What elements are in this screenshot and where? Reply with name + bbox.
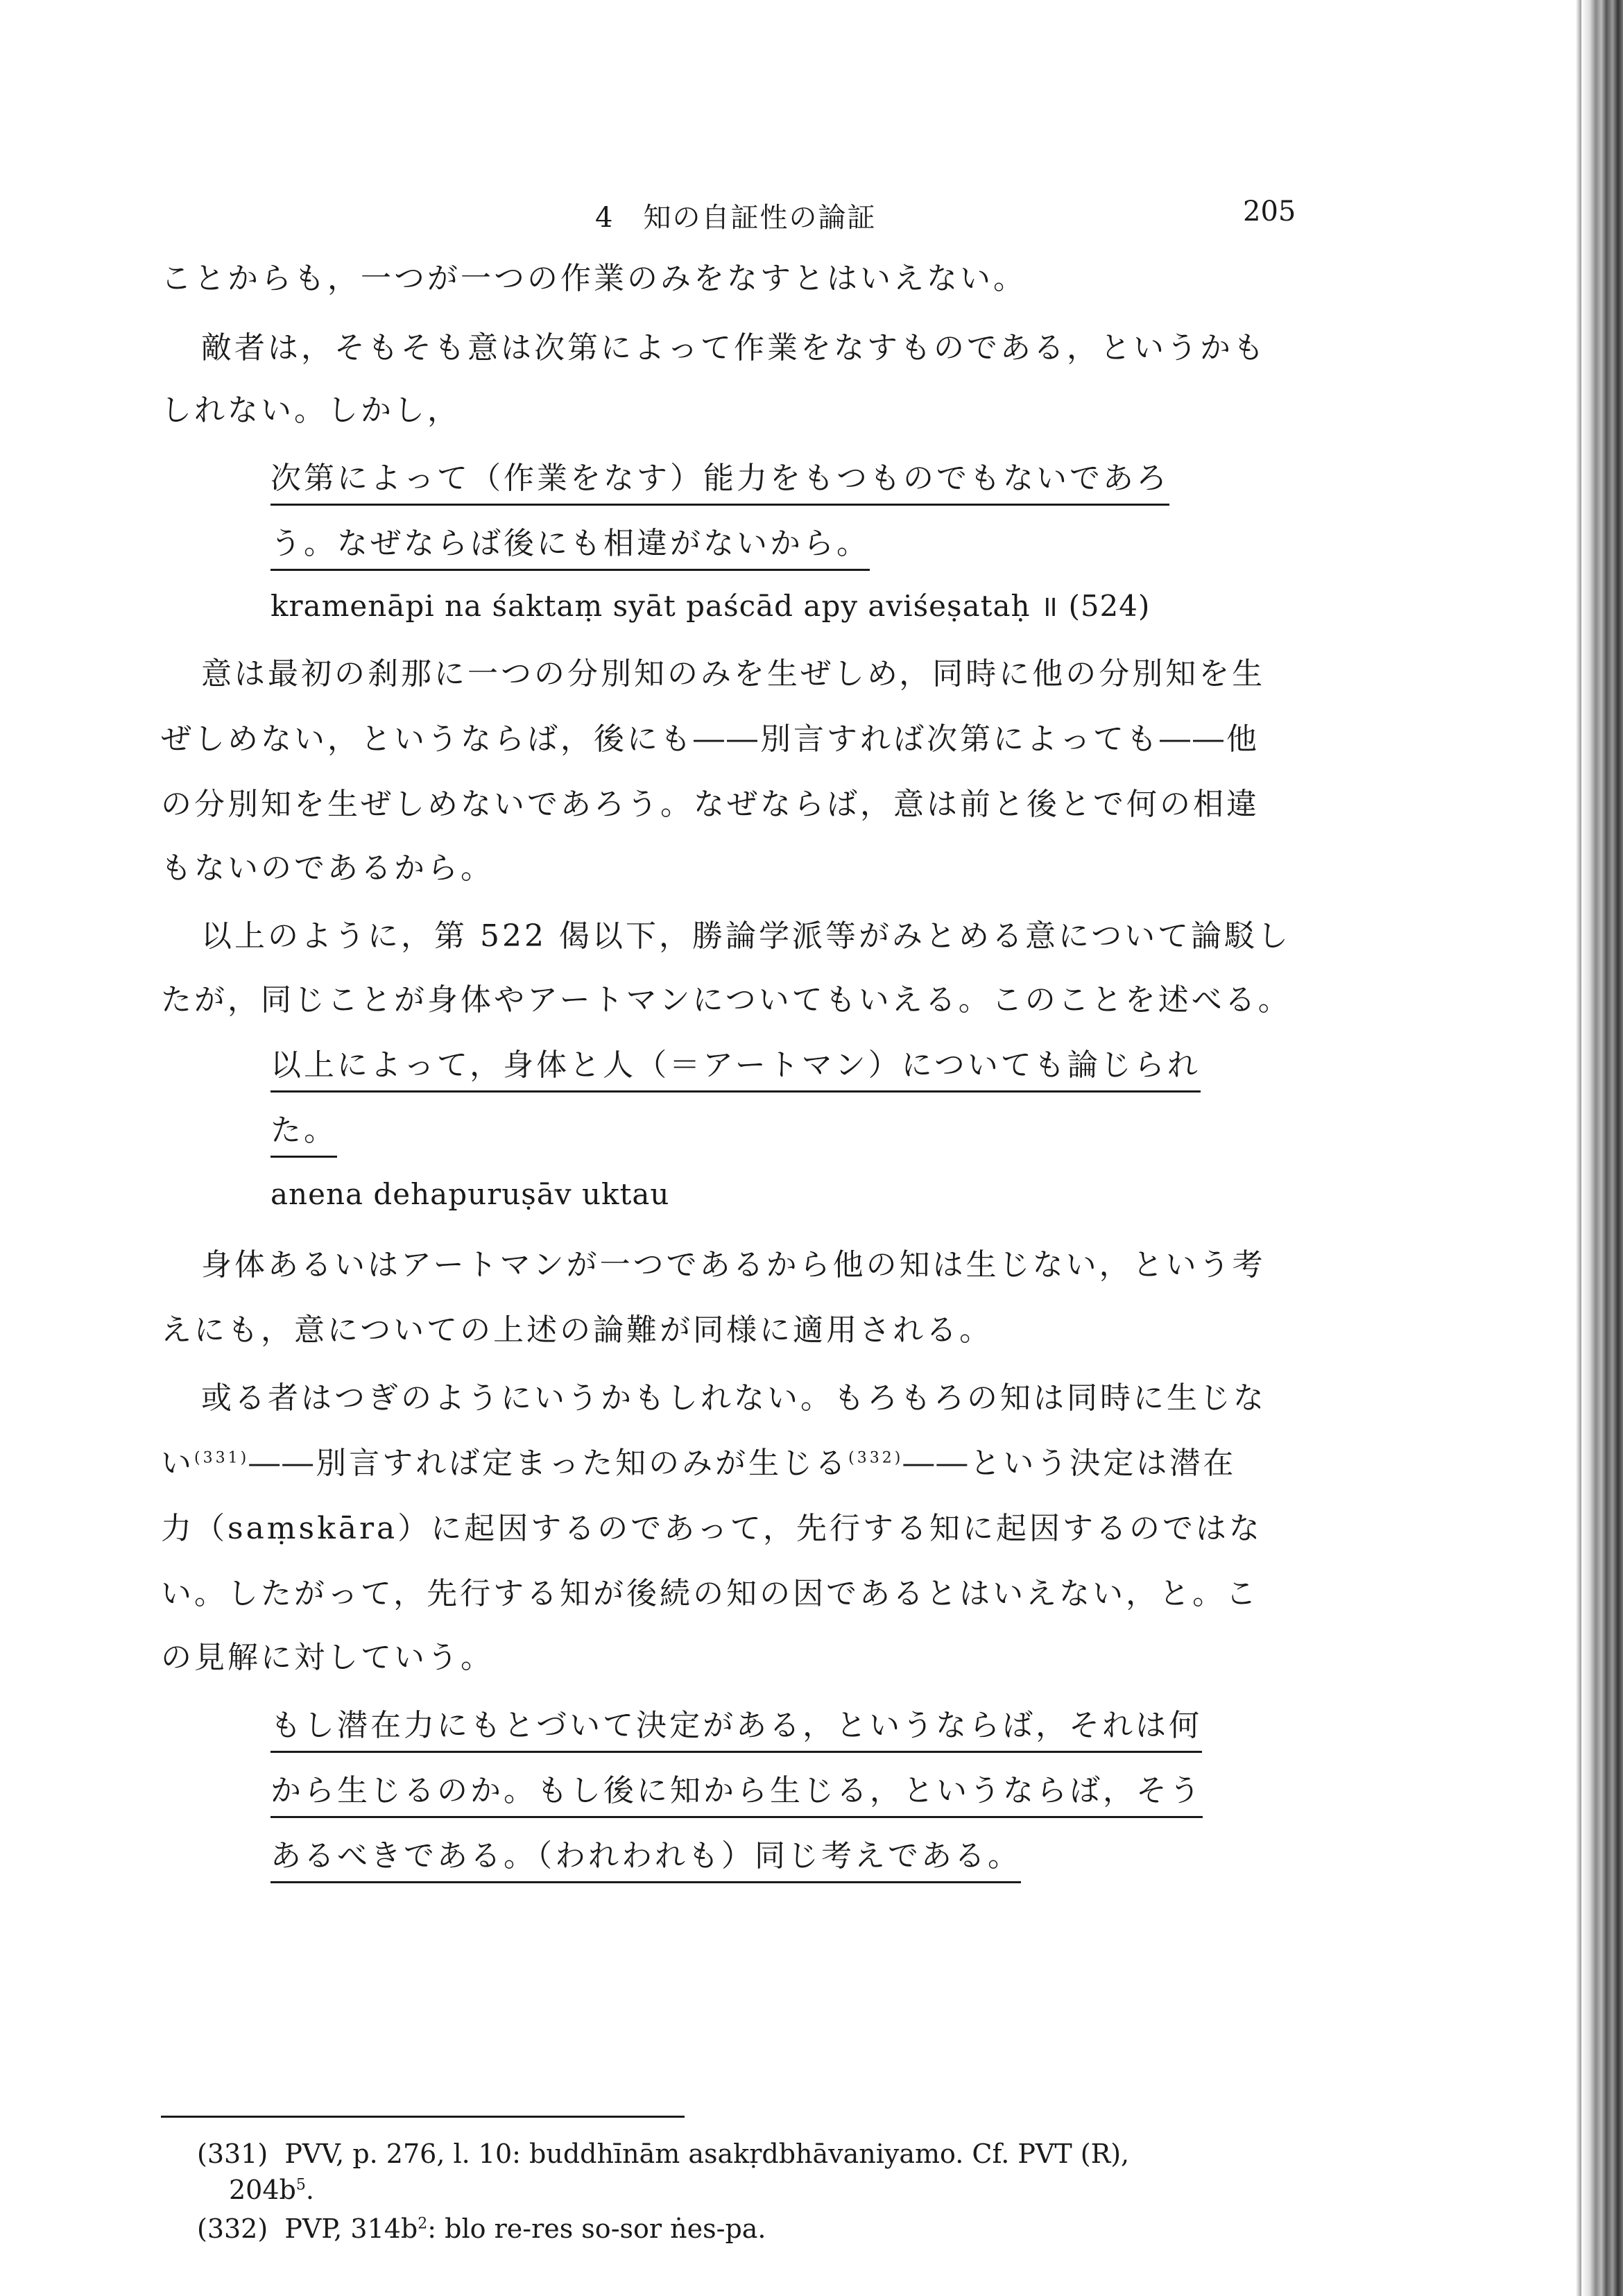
verse-translation-line: から生じるのか。もし後に知から生じる，というならば，そう: [270, 1770, 1203, 1818]
chapter-title: 4 知の自証性の論証: [595, 202, 877, 234]
body-line: い。したがって，先行する知が後続の知の因であるとはいえない，と。こ: [161, 1576, 1260, 1611]
footnote-superscript: 2: [418, 2215, 428, 2233]
page-number: 205: [1243, 196, 1296, 228]
sanskrit-verse: kramenāpi na śaktaṃ syāt paścād apy aviśeṣataḥ ॥ (524): [270, 589, 1151, 623]
paragraph-start: 身体あるいはアートマンが一つであるから他の知は生じない，という考: [201, 1247, 1266, 1283]
body-text: ――別言すれば定まった知のみが生じる: [249, 1446, 849, 1481]
body-text: ――という決定は潜在: [903, 1446, 1237, 1481]
footnote-331-continued: [229, 2173, 314, 2207]
verse-translation-line: 次第によって（作業をなす）能力をもつものでもないであろ: [270, 458, 1169, 506]
body-line: たが，同じことが身体やアートマンについてもいえる。このことを述べる。: [161, 982, 1291, 1018]
verse-translation-line: た。: [270, 1110, 337, 1158]
footnote-text: 204b: [229, 2175, 296, 2205]
body-line: 力（saṃskāra）に起因するのであって，先行する知に起因するのではな: [161, 1511, 1262, 1546]
footnote-divider: [161, 2116, 685, 2118]
verse-translation-line: あるべきである。（われわれも）同じ考えである。: [270, 1835, 1021, 1883]
body-line: の分別知を生ぜしめないであろう。なぜならば，意は前と後とで何の相違: [161, 787, 1260, 822]
footnote-331: [197, 2136, 1129, 2171]
verse-translation-line: もし潜在力にもとづいて決定がある，というならば，それは何: [270, 1705, 1202, 1753]
footnote-text: : blo re-res so-sor ṅes-pa.: [427, 2213, 766, 2244]
body-line: ぜしめない，というならば，後にも――別言すれば次第によっても――他: [161, 721, 1260, 757]
footnote-ref-332: (332): [848, 1449, 904, 1467]
paragraph-start: 以上のように，第 522 偈以下，勝論学派等がみとめる意について論駁し: [201, 918, 1291, 954]
body-line: えにも，意についての上述の論難が同様に適用される。: [161, 1312, 993, 1348]
footnote-number: (331): [197, 2139, 268, 2169]
body-line-with-notes: [161, 1443, 1236, 1484]
footnote-text: PVP, 314b: [284, 2213, 418, 2244]
footnote-ref-331: (331): [194, 1449, 250, 1467]
verse-translation-line: 以上によって，身体と人（＝アートマン）についても論じられ: [270, 1045, 1201, 1093]
running-header: [0, 196, 1623, 237]
paragraph-start: 敵者は，そもそも意は次第によって作業をなすものである，というかも: [201, 330, 1266, 366]
body-line: もないのであるから。: [161, 850, 494, 886]
paragraph-start: 或る者はつぎのようにいうかもしれない。もろもろの知は同時に生じな: [201, 1380, 1266, 1416]
book-binding-edge: [1581, 0, 1623, 2296]
sanskrit-verse: anena dehapuruṣāv uktau: [270, 1177, 670, 1211]
footnote-superscript: 5: [295, 2176, 306, 2194]
footnote-text: PVV, p. 276, l. 10: buddhīnām asakṛdbhāvaniyamo. Cf. PVT (R),: [284, 2139, 1130, 2169]
footnote-number: (332): [197, 2213, 268, 2244]
footnote-332: [197, 2211, 766, 2246]
verse-translation-line: う。なぜならば後にも相違がないから。: [270, 523, 870, 571]
paragraph-start: 意は最初の刹那に一つの分別知のみを生ぜしめ，同時に他の分別知を生: [201, 656, 1266, 692]
body-line: しれない。しかし，: [161, 393, 461, 428]
body-text: い: [161, 1446, 194, 1481]
body-line: の見解に対していう。: [161, 1640, 494, 1675]
footnote-text: .: [305, 2175, 314, 2205]
body-line: ことからも，一つが一つの作業のみをなすとはいえない。: [161, 261, 1027, 296]
page-shadow: [1576, 0, 1581, 2296]
